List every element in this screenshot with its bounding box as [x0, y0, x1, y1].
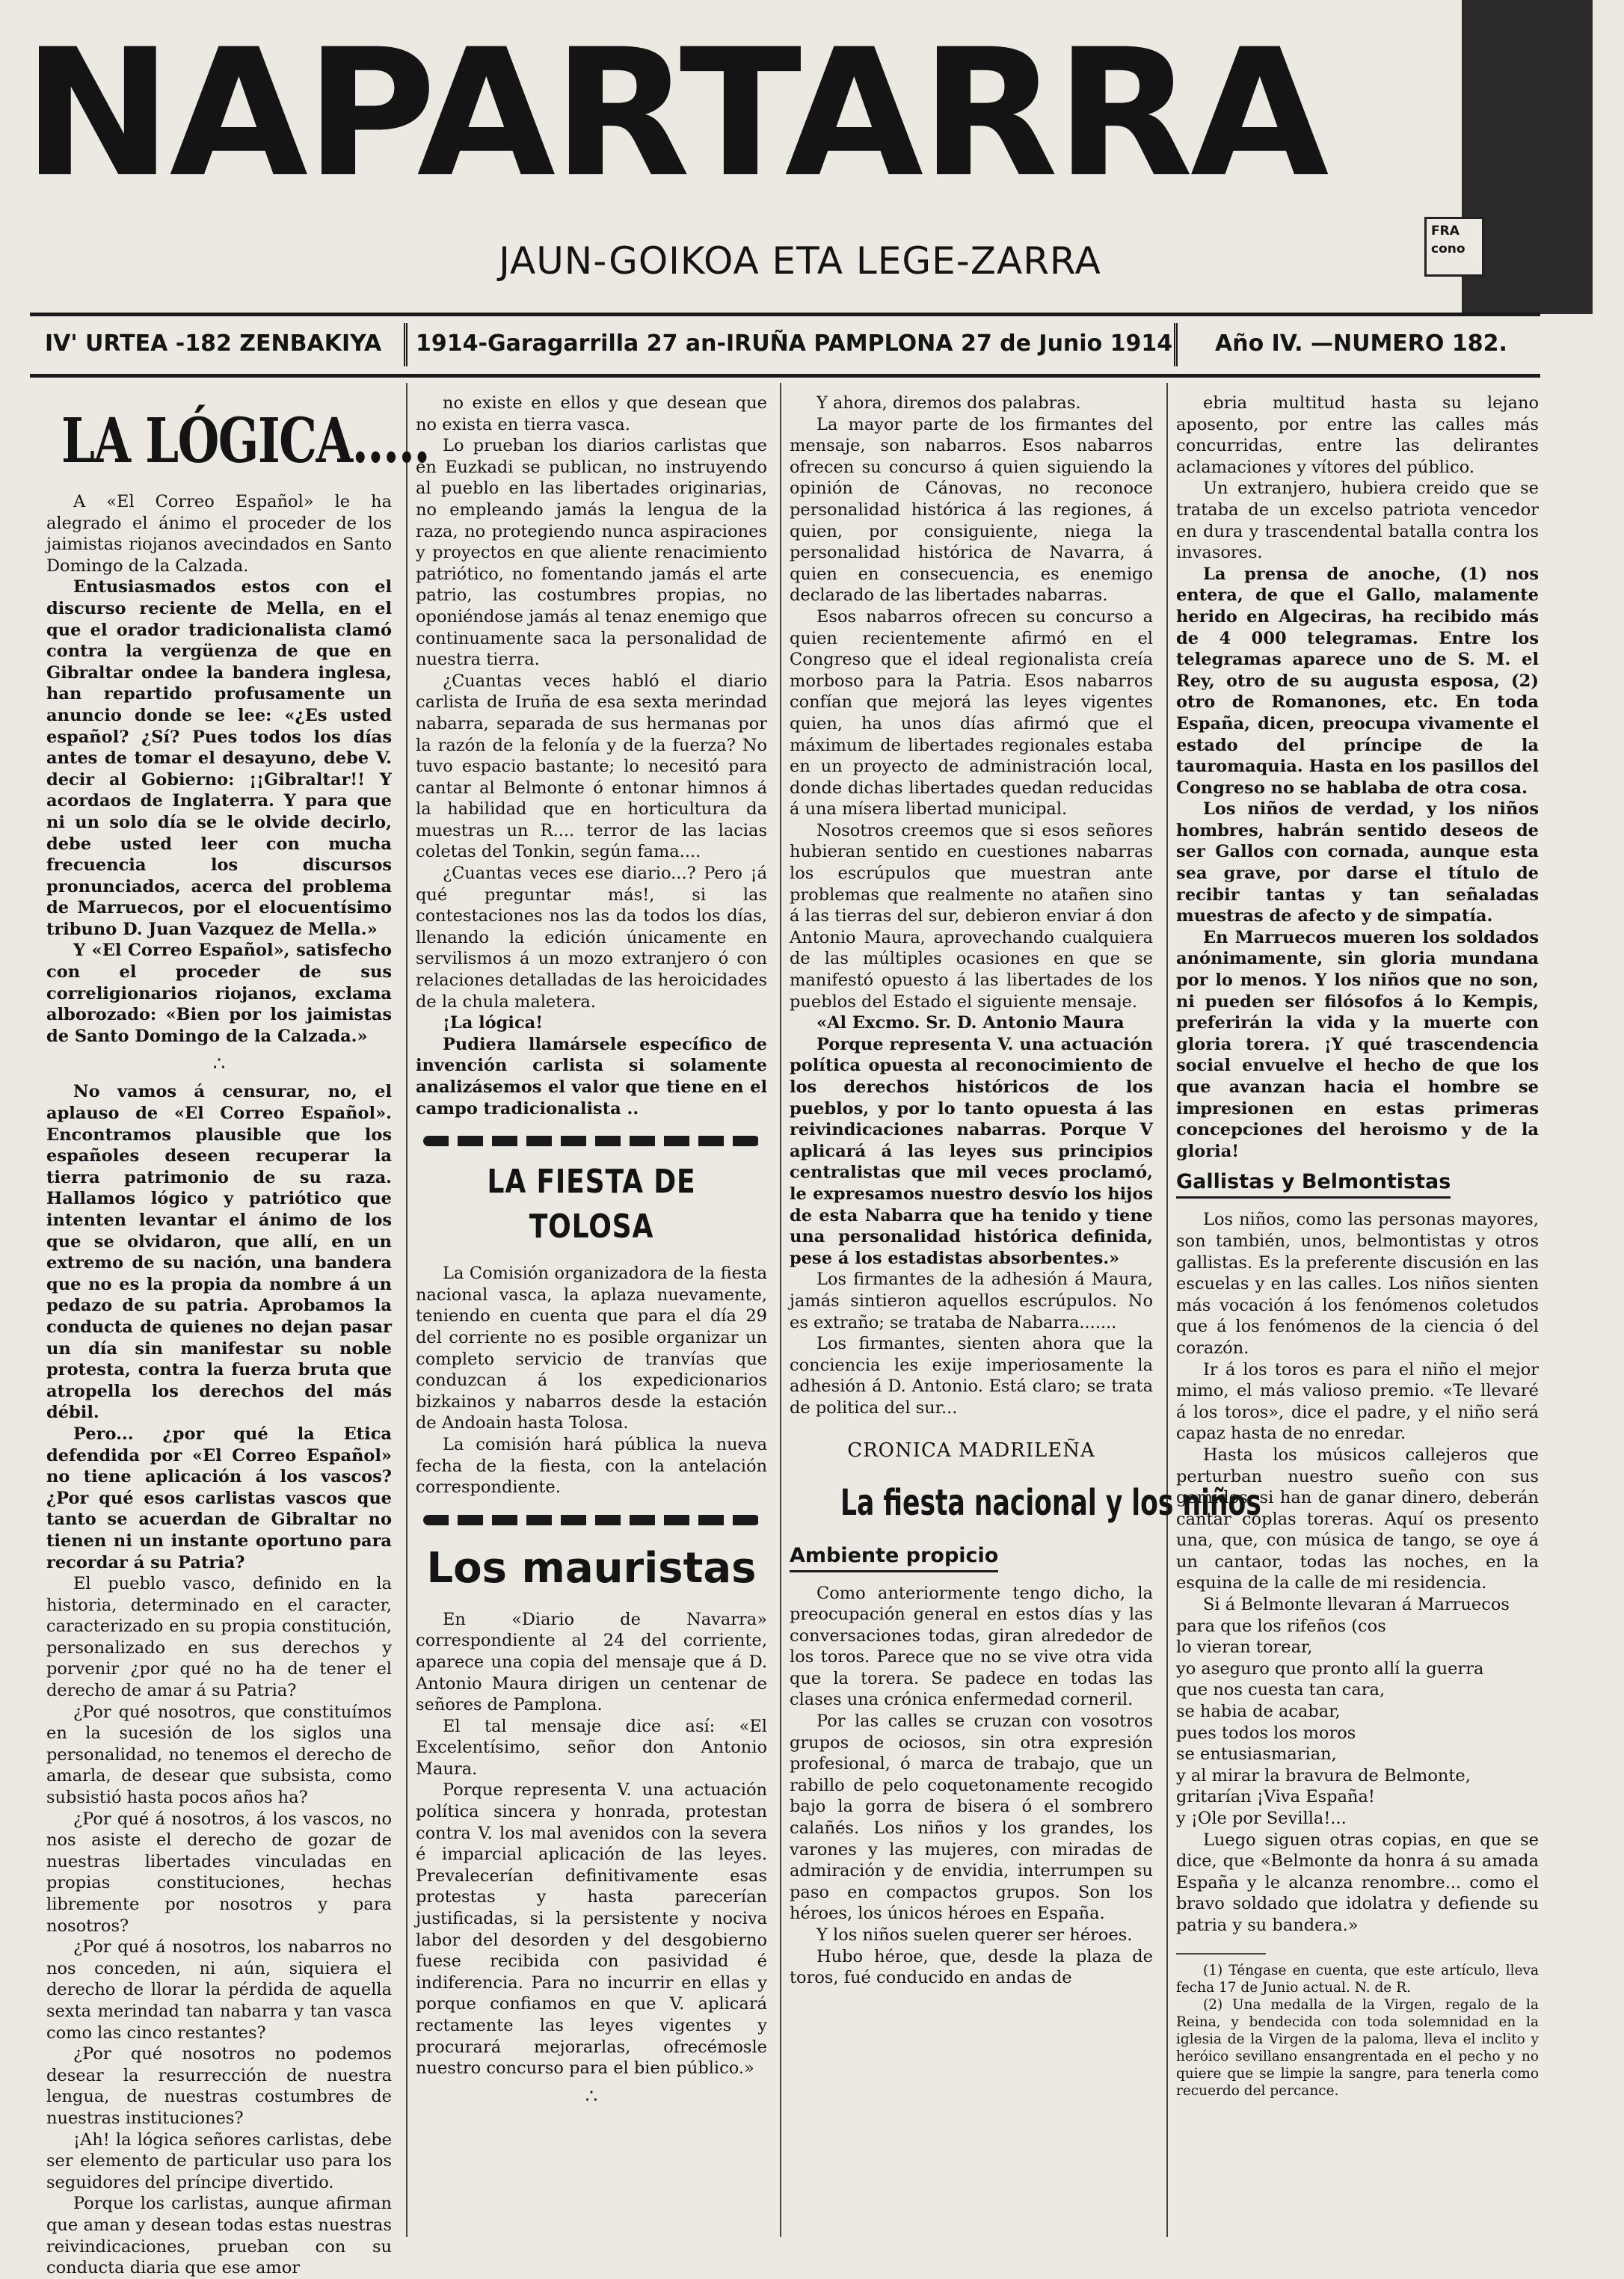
article-heading-fiesta-tolosa: LA FIESTA DE TOLOSA — [487, 1163, 696, 1246]
paragraph: no existe en ellos y que desean que no exista en tierra vasca. — [416, 393, 767, 434]
paragraph: Luego siguen otras copias, en que se dice, que «Belmonte da honra á su amada España y le alcanza renombre... como el bravo soldado que idolatra y defiende su patria y su bandera.» — [1176, 1830, 1539, 1935]
dateline-separator — [1174, 323, 1178, 366]
paragraph: En Marruecos mueren los soldados anónimamente, sin gloria mundana por lo menos. Y los niños que no son, ni pueden ser filósofos á lo Kempis, preferirán la vida y la muerte con gloria torera. ¡Y qué trascendencia social envuelve el hecho de que los que avanzan hacia el hombre se impresionen en estas primeras concepciones del heroismo y de la gloria! — [1176, 927, 1539, 1161]
verse-line: que nos cuesta tan cara, — [1176, 1680, 1385, 1700]
column-separator — [406, 383, 407, 2237]
paragraph: El pueblo vasco, definido en la historia, determinado en el caracter, caracterizado en su propia constitución, personalizado en sus derechos y porvenir ¿por qué no ha de tener el derecho de amar á su Patria? — [46, 1574, 392, 1701]
footnote-rule — [1176, 1953, 1266, 1954]
paragraph: ¿Por qué á nosotros, los nabarros no nos conceden, ni aún, siquiera el derecho de llorar la pérdida de aquella sexta merindad tan nabarra y tan vasca como las cinco restantes? — [46, 1937, 392, 2043]
section-heading-cronica: CRONICA MADRILEÑA — [847, 1439, 1095, 1462]
subheading-gallistas: Gallistas y Belmontistas — [1176, 1168, 1451, 1199]
paragraph: Si á Belmonte llevaran á Marruecos — [1203, 1595, 1510, 1615]
paragraph: Los niños, como las personas mayores, son también, unos, belmontistas y otros gallistas. Es la preferente discusión en las escuelas y en las calles. Los niños sienten más vocación á los fenómenos coletudos que á los fenómenos de la ciencia ó del corazón. — [1176, 1210, 1539, 1358]
column-1 — [46, 393, 430, 2278]
paragraph: ebria multitud hasta su lejano aposento, por entre las calles más concurridas, entre las delirantes aclamaciones y vítores del público. — [1176, 393, 1539, 477]
dateline-issue: IV' URTEA -182 ZENBAKIYA — [45, 330, 382, 357]
paragraph: Lo prueban los diarios carlistas que en Euzkadi se publican, no instruyendo al pueblo en las libertades originarias, no empleando jamás la lengua de la raza, no protegiendo nunca aspiraciones y proyectos en que aliente renacimiento patriótico, no fomentando jamás el arte patrio, las costumbres propias, no oponiéndose jamás al tenaz enemigo que continuamente saca la personalidad de nuestra tierra. — [416, 436, 767, 670]
verse-line: y ¡Ole por Sevilla!... — [1176, 1809, 1347, 1828]
verse-line: pues todos los moros — [1176, 1723, 1356, 1743]
paragraph: Ir á los toros es para el niño el mejor mimo, el más valioso premio. «Te llevaré á los toros», dice el padre, y el niño será capaz hasta de no enredar. — [1176, 1359, 1539, 1444]
price-box: FRA cono — [1424, 217, 1484, 277]
paragraph: ¡Ah! la lógica señores carlistas, debe ser elemento de particular uso para los seguidores del príncipe divertido. — [46, 2129, 392, 2192]
subheading-ambiente: Ambiente propicio — [790, 1542, 998, 1572]
paragraph: La Comisión organizadora de la fiesta nacional vasca, la aplaza nuevamente, teniendo en cuenta que para el día 29 del corriente no es posible organizar un completo servicio de tranvías que conduzcan á los expedicionarios bizkainos y nabarros desde la estación de Andoain hasta Tolosa. — [416, 1264, 767, 1433]
paragraph: Y «El Correo Español», satisfecho con el proceder de sus correligionarios riojanos, exclama alborozado: «Bien por los jaimistas de Santo Domingo de la Calzada.» — [46, 941, 392, 1046]
paragraph: ¡La lógica! — [443, 1013, 544, 1033]
paragraph: La mayor parte de los firmantes del mensaje, son nabarros. Esos nabarros ofrecen su concurso á quien siguiendo la opinión de Cánovas, no reconoce personalidad histórica á las regiones, á quien, por consiguiente, niega la personalidad histórica de Navarra, á quien en consecuencia, es enemigo declarado de las libertades nabarras. — [790, 414, 1153, 606]
paragraph: Pudiera llamársele específico de invención carlista si solamente analizásemos el valor que tiene en el campo tradicionalista .. — [416, 1034, 767, 1119]
dateline-year: Año IV. —NUMERO 182. — [1215, 330, 1507, 357]
paragraph: Porque representa V. una actuación política sincera y honrada, protestan contra V. los mal avenidos con la severa é imparcial aplicación de las leyes. Prevalecerían definitivamente esas protestas y hasta parecerían justificadas, si la persistente y nociva labor del desorden y del desgobierno fuese recibida con pasividad é indiferencia. Para no incurrir en ellas y porque confiamos en que V. aplicará rectamente las leyes vigentes y procurará mejorarlas, ofrecémosle nuestro concurso para el bien público.» — [416, 1780, 767, 2079]
paragraph: Porque los carlistas, aunque afirman que aman y desean todas estas nuestras reivindicaciones, prueban con su conducta diaria que ese amor — [46, 2194, 392, 2278]
article-heading-logica: LA LÓGICA..... — [61, 405, 430, 477]
ornamental-divider — [423, 1136, 760, 1146]
paragraph: La comisión hará pública la nueva fecha de la fiesta, con la antelación correspondiente. — [416, 1434, 767, 1498]
paragraph: Los niños de verdad, y los niños hombres, habrán sentido deseos de ser Gallos con cornada, aunque esta sea grave, por darse el título de recibir tantas y tan señaladas muestras de afecto y de simpatía. — [1176, 799, 1539, 926]
paragraph: Por las calles se cruzan con vosotros grupos de ociosos, sin otra expresión profesional, ó marca de trabajo, que un rabillo de pelo coquetonamente recogido bajo la gorra de bisera ó el sombrero calañés. Los niños y los grandes, los varones y las mujeres, con miradas de admiración y de envidia, interrumpen su paso en compactos grupos. Son los héroes, los únicos héroes en España. — [790, 1711, 1153, 1924]
paragraph: Y los niños suelen querer ser héroes. — [816, 1925, 1133, 1945]
paragraph: Hubo héroe, que, desde la plaza de toros, fué conducido en andas de — [790, 1946, 1153, 1988]
paragraph: La prensa de anoche, (1) nos entera, de que el Gallo, malamente herido en Algeciras, ha recibido más de 4 000 telegramas. Entre los telegramas aparece uno de S. M. el Rey, otro de su augusta esposa, (2) otro de Romanones, etc. En toda España, dicen, preocupa vivamente el estado del príncipe de la tauromaquia. Hasta en los pasillos del Congreso no se hablaba de otra cosa. — [1176, 564, 1539, 798]
column-separator — [1166, 383, 1168, 2237]
paragraph: ¿Cuantas veces habló el diario carlista de Iruña de esa sexta merindad nabarra, separada de sus hermanas por la razón de la felonía y de la fuerza? No tuvo espacio bastante; lo necesitó para cantar al Belmonte ó entonar himnos á la habilidad que en horticultura da muestras un R.... terror de las lacias coletas del Tonkin, según fama.... — [416, 671, 767, 862]
paragraph: El tal mensaje dice así: «El Excelentísimo, señor don Antonio Maura. — [416, 1716, 767, 1779]
verse-line: se habia de acabar, — [1176, 1702, 1341, 1722]
paragraph: Los firmantes, sienten ahora que la conciencia les exije imperiosamente la adhesión á D. Antonio. Está claro; se trata de politica del sur... — [790, 1334, 1153, 1418]
paragraph: Porque representa V. una actuación política opuesta al reconocimiento de los derechos históricos de los pueblos, y por lo tanto opuesta á las reivindicaciones nabarras. Porque V aplicará á las leyes sus principios centralistas que mil veces proclamó, le expresamos nuestro desvío los hijos de esta Nabarra que ha tenido y tiene una personalidad histórica definida, pese á los estadistas absorbentes.» — [790, 1034, 1153, 1268]
paragraph: ¿Por qué nosotros, que constituímos en la sucesión de los siglos una personalidad, no tenemos el derecho de amarla, de desear que subsista, como subsistió hasta pocos años ha? — [46, 1702, 392, 1808]
dateline-separator — [404, 323, 407, 366]
verse-line: para que los rifeños (cos — [1176, 1616, 1386, 1636]
section-ornament: ∴ — [212, 1053, 226, 1076]
bottom-rule — [30, 374, 1540, 378]
paragraph: «Al Excmo. Sr. D. Antonio Maura — [816, 1013, 1125, 1033]
article-heading-mauristas: Los mauristas — [426, 1543, 757, 1593]
column-separator — [780, 383, 781, 2237]
section-ornament: ∴ — [585, 2085, 598, 2108]
paragraph: ¿Cuantas veces ese diario...? Pero ¡á qué preguntar más!, si las contestaciones nos las da todos los días, llenando la edición únicamente en servilismos á un mozo extranjero ó con relaciones detalladas de las heroicidades de la chula maletera. — [416, 864, 767, 1012]
paragraph: Pero... ¿por qué la Etica defendida por «El Correo Español» no tiene aplicación á los vascos? ¿Por qué esos carlistas vascos que tanto se acuerdan de Gibraltar no tienen ni un instante oportuno para recordar á su Patria? — [46, 1424, 392, 1572]
verse-line: y al mirar la bravura de Belmonte, — [1176, 1765, 1471, 1786]
column-2 — [416, 393, 767, 2239]
paragraph: ¿Por qué nosotros no podemos desear la resurrección de nuestra lengua, de nuestras costumbres de nuestras instituciones? — [46, 2044, 392, 2128]
paragraph: Entusiasmados estos con el discurso reciente de Mella, en el que el orador tradicionalista clamó contra la vergüenza de que en Gibraltar ondee la bandera inglesa, han repartido profusamente un anuncio donde se lee: «¿Es usted español? ¿Sí? Pues todos los días antes de tomar el desayuno, debe V. decir al Gobierno: ¡¡Gibraltar!! Y acordaos de Inglaterra. Y para que ni un solo día se le olvide decirlo, debe usted leer con mucha frecuencia los discursos pronunciados, acerca del problema de Marruecos, por el elocuentísimo tribuno D. Juan Vazquez de Mella.» — [46, 577, 392, 939]
verse-line: gritarían ¡Viva España! — [1176, 1787, 1375, 1807]
verse-line: yo aseguro que pronto allí la guerra — [1176, 1658, 1484, 1679]
verse-line: se entusiasmarian, — [1176, 1744, 1337, 1765]
paragraph: Nosotros creemos que si esos señores hubieran sentido en cuestiones nabarras los escrúpulos que muestran ante problemas que realmente no atañen sino á las tierras del sur, debieron enviar á don Antonio Maura, aprovechando cualquiera de las múltiples ocasiones en que se manifestó opuesto á las libertades de los pueblos del Estado el siguiente mensaje. — [790, 820, 1153, 1012]
column-4 — [1176, 393, 1539, 2239]
footnote: (1) Téngase en cuenta, que este artículo, lleva fecha 17 de Junio actual. N. de R. — [1176, 1962, 1539, 1996]
paragraph: A «El Correo Español» le ha alegrado el ánimo el proceder de los jaimistas riojanos avecindados en Santo Domingo de la Calzada. — [46, 492, 392, 576]
ornamental-divider — [423, 1515, 760, 1525]
paragraph: Y ahora, diremos dos palabras. — [816, 393, 1081, 413]
article-heading-fiesta-nacional: La fiesta nacional y los niños — [840, 1481, 1261, 1524]
paragraph: Esos nabarros ofrecen su concurso a quien recientemente afirmó en el Congreso que el ideal regionalista creía morboso para la Patria. Esos nabarros confían que mejorá las leyes vigentes quien, ha unos días afirmó que el máximum de libertades regionales estaba en un proyecto de administración local, donde dichas libertades quedan reducidas á una mísera libertad municipal. — [790, 606, 1153, 819]
masthead-title: NAPARTARRA — [22, 12, 1326, 216]
paragraph: Hasta los músicos callejeros que perturban nuestro sueño con sus gemidos, si han de ganar dinero, deberán cantar coplas toreras. Aquí os presento una, que, con música de tango, se oye á un cantaor, todas las noches, en la esquina de la calle de mi residencia. — [1176, 1445, 1539, 1593]
footnote: (2) Una medalla de la Virgen, regalo de la Reina, y bendecida con toda solemnidad en la iglesia de la Virgen de la paloma, lleva el inclito y heróico sevillano ensangrentada en el pecho y no quiere que se limpie la sangre, para tenerla como recuerdo del percance. — [1176, 1996, 1539, 2099]
paragraph: No vamos á censurar, no, el aplauso de «El Correo Español». Encontramos plausible que los españoles deseen recuperar la tierra patrimonio de su raza. Hallamos lógico y patriótico que intenten levantar el ánimo de los que se olvidaron, que allí, en un extremo de su nación, una bandera que no es la propia da nombre á un pedazo de su patria. Aprobamos la conducta de quienes no dejan pasar un día sin manifestar su noble protesta, contra la fuerza bruta que atropella los derechos del más débil. — [46, 1082, 392, 1423]
masthead-motto: JAUN-GOIKOA ETA LEGE-ZARRA — [499, 239, 1101, 283]
dateline-date: 1914-Garagarrilla 27 an-IRUÑA PAMPLONA 27 de Junio 1914 — [416, 330, 1173, 357]
top-rule — [30, 313, 1540, 316]
paragraph: Los firmantes de la adhesión á Maura, jamás sintieron aquellos escrúpulos. No es extraño; se trataba de Nabarra....... — [790, 1270, 1153, 1332]
paragraph: ¿Por qué á nosotros, á los vascos, no nos asiste el derecho de gozar de nuestras libertades vinculadas en propias constituciones, hechas libremente por nosotros y para nosotros? — [46, 1809, 392, 1936]
verse-line: lo vieran torear, — [1176, 1637, 1313, 1658]
paragraph: Un extranjero, hubiera creido que se trataba de un excelso patriota vencedor en dura y trascendental batalla contra los invasores. — [1176, 479, 1539, 563]
paragraph: En «Diario de Navarra» correspondiente al 24 del corriente, aparece una copia del mensaje que á D. Antonio Maura dirigen un centenar de señores de Pamplona. — [416, 1609, 767, 1715]
paragraph: Como anteriormente tengo dicho, la preocupación general en estos días y las conversaciones todas, giran alrededor de los toros. Parece que no se vive otra vida que la torera. Se padece en todas las clases una crónica enfermedad corneril. — [790, 1583, 1153, 1710]
